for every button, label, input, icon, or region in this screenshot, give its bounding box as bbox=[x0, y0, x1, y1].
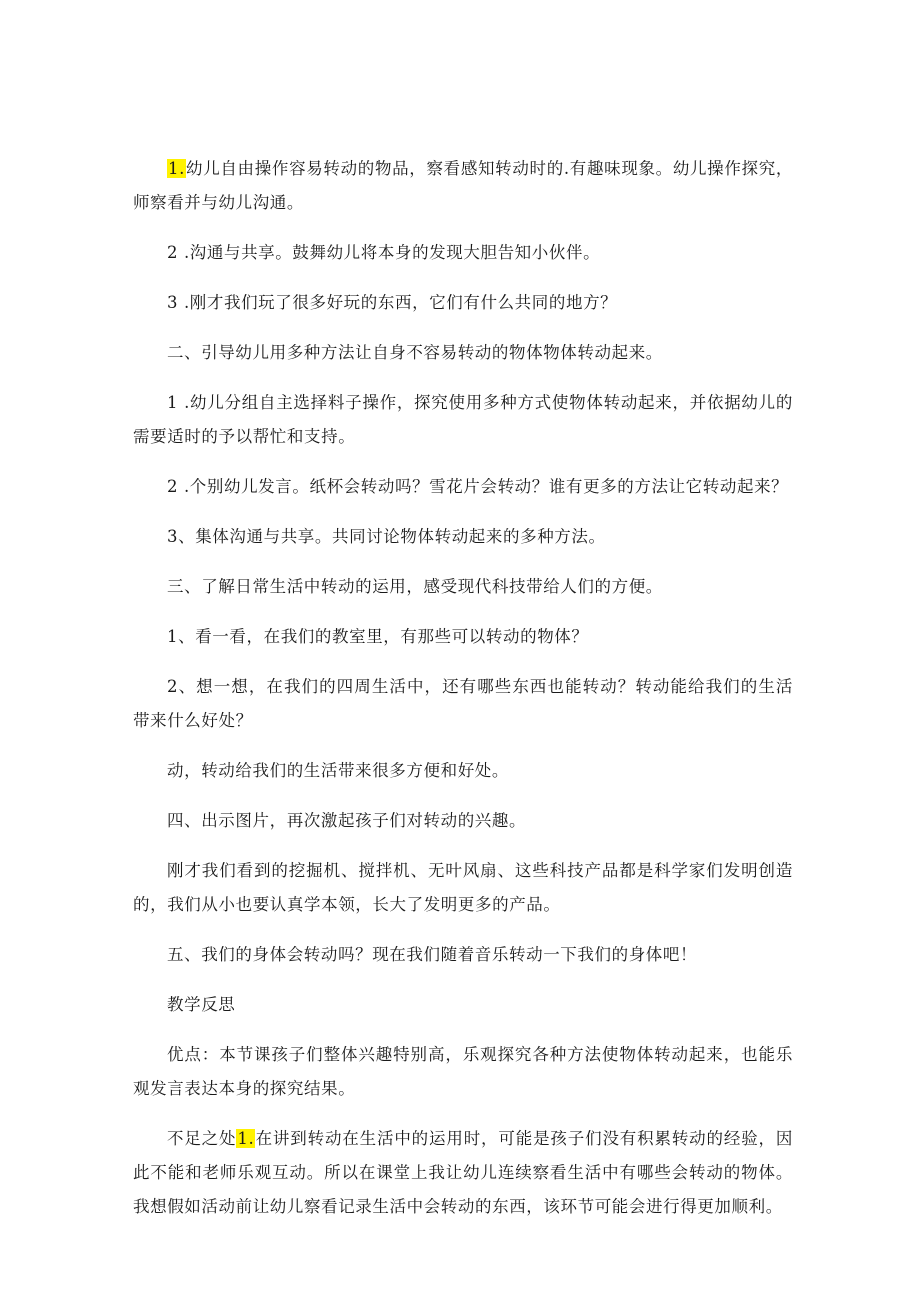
paragraph-6: 2 .个别幼儿发言。纸杯会转动吗？雪花片会转动？谁有更多的方法让它转动起来？ bbox=[167, 477, 789, 496]
paragraph-text: 幼儿自由操作容易转动的物品，察看感知转动时的.有趣味现象。幼儿操作探究，师察看并与幼儿沟通。 bbox=[133, 159, 793, 212]
paragraph-7: 3、集体沟通与共享。共同讨论物体转动起来的多种方法。 bbox=[167, 527, 606, 546]
paragraph-9: 1、看一看，在我们的教室里，有那些可以转动的物体？ bbox=[167, 627, 589, 646]
paragraph-17 bbox=[133, 1122, 793, 1224]
paragraph-10: 2、想一想，在我们的四周生活中，还有哪些东西也能转动？转动能给我们的生活带来什么好处？ bbox=[133, 677, 793, 730]
paragraph-5: 1 .幼儿分组自主选择料子操作，探究使用多种方式使物体转动起来，并依据幼儿的需要适时的予以帮忙和支持。 bbox=[133, 393, 793, 446]
paragraph-13: 刚才我们看到的挖掘机、搅拌机、无叶风扇、这些科技产品都是科学家们发明创造的，我们从小也要认真学本领，长大了发明更多的产品。 bbox=[133, 861, 793, 914]
paragraph-prefix: 不足之处 bbox=[167, 1129, 237, 1148]
section-heading-teaching-reflection: 教学反思 bbox=[167, 995, 236, 1014]
paragraph-3: 3 .刚才我们玩了很多好玩的东西，它们有什么共同的地方？ bbox=[167, 293, 618, 312]
document-body bbox=[133, 152, 793, 1240]
paragraph-14: 五、我们的身体会转动吗？现在我们随着音乐转动一下我们的身体吧！ bbox=[167, 945, 698, 964]
paragraph-1 bbox=[133, 152, 793, 220]
paragraph-8: 三、了解日常生活中转动的运用，感受现代科技带给人们的方便。 bbox=[167, 577, 663, 596]
paragraph-2: 2 .沟通与共享。鼓舞幼儿将本身的发现大胆告知小伙伴。 bbox=[167, 243, 601, 262]
highlighted-marker: 1. bbox=[237, 1129, 255, 1148]
paragraph-12: 四、出示图片，再次激起孩子们对转动的兴趣。 bbox=[167, 811, 527, 830]
paragraph-text: 在讲到转动在生活中的运用时，可能是孩子们没有积累转动的经验，因此不能和老师乐观互动。所以在课堂上我让幼儿连续察看生活中有哪些会转动的物体。我想假如活动前让幼儿察看记录生活中会转动的东西，该环节可能会进行得更加顺利。 bbox=[133, 1129, 793, 1216]
highlighted-marker: 1. bbox=[168, 159, 185, 178]
paragraph-11: 动，转动给我们的生活带来很多方便和好处。 bbox=[167, 761, 509, 780]
paragraph-4: 二、引导幼儿用多种方法让自身不容易转动的物体物体转动起来。 bbox=[167, 343, 663, 362]
paragraph-16: 优点：本节课孩子们整体兴趣特别高，乐观探究各种方法使物体转动起来，也能乐观发言表达本身的探究结果。 bbox=[133, 1045, 793, 1098]
